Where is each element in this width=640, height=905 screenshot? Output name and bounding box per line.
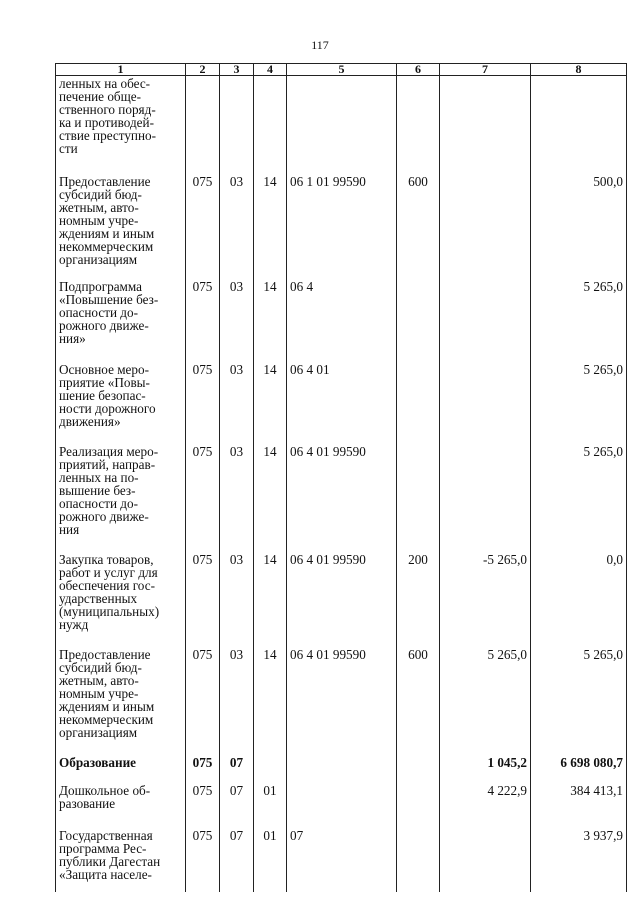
- subsection-code-cell: 14: [254, 171, 287, 276]
- section-code-cell: [220, 76, 254, 172]
- change-amount-cell: [440, 441, 531, 549]
- header-row: [56, 64, 627, 76]
- total-amount-cell: 384 413,1: [531, 780, 627, 825]
- subsection-code-cell: 14: [254, 644, 287, 748]
- expense-type-cell: [397, 359, 440, 441]
- expense-type-cell: [397, 748, 440, 780]
- ministry-code-cell: 075: [186, 359, 220, 441]
- ministry-code-cell: 075: [186, 441, 220, 549]
- change-amount-cell: [440, 276, 531, 359]
- column-header: 7: [440, 64, 531, 76]
- ministry-code-cell: 075: [186, 780, 220, 825]
- total-amount-cell: 500,0: [531, 171, 627, 276]
- ministry-code-cell: [186, 76, 220, 172]
- section-code-cell: 03: [220, 171, 254, 276]
- section-code-cell: 03: [220, 644, 254, 748]
- ministry-code-cell: 075: [186, 276, 220, 359]
- expense-type-cell: 600: [397, 644, 440, 748]
- column-header: 5: [287, 64, 397, 76]
- expense-type-cell: [397, 76, 440, 172]
- table-row: [56, 549, 627, 644]
- section-code-cell: 07: [220, 748, 254, 780]
- subsection-code-cell: [254, 76, 287, 172]
- target-article-cell: 06 4 01 99590: [287, 441, 397, 549]
- target-article-cell: 06 4 01 99590: [287, 549, 397, 644]
- target-article-cell: [287, 748, 397, 780]
- total-amount-cell: 5 265,0: [531, 359, 627, 441]
- budget-table: [55, 63, 627, 892]
- row-name-cell: Подпрограмма «Повышение без- опасности до- рожного движе- ния»: [56, 276, 186, 359]
- subsection-code-cell: 14: [254, 359, 287, 441]
- row-name-cell: Предоставление субсидий бюд- жетным, авто- номным учре- ждениям и иным некоммерческим организациям: [56, 171, 186, 276]
- expense-type-cell: 200: [397, 549, 440, 644]
- table-row: [56, 780, 627, 825]
- ministry-code-cell: 075: [186, 549, 220, 644]
- total-amount-cell: [531, 76, 627, 172]
- change-amount-cell: 5 265,0: [440, 644, 531, 748]
- ministry-code-cell: 075: [186, 644, 220, 748]
- section-code-cell: 03: [220, 549, 254, 644]
- change-amount-cell: [440, 359, 531, 441]
- target-article-cell: 06 1 01 99590: [287, 171, 397, 276]
- expense-type-cell: [397, 441, 440, 549]
- column-header: 8: [531, 64, 627, 76]
- total-amount-cell: 0,0: [531, 549, 627, 644]
- row-name-cell: Дошкольное об- разование: [56, 780, 186, 825]
- ministry-code-cell: 075: [186, 748, 220, 780]
- total-amount-cell: 5 265,0: [531, 644, 627, 748]
- row-name-cell: Закупка товаров, работ и услуг для обеспечения гос- ударственных (муниципальных) нужд: [56, 549, 186, 644]
- section-code-cell: 07: [220, 780, 254, 825]
- target-article-cell: 06 4: [287, 276, 397, 359]
- total-amount-cell: 5 265,0: [531, 441, 627, 549]
- subsection-code-cell: 14: [254, 441, 287, 549]
- row-name-cell: Предоставление субсидий бюд- жетным, авто- номным учре- ждениям и иным некоммерческим организациям: [56, 644, 186, 748]
- total-amount-cell: 5 265,0: [531, 276, 627, 359]
- change-amount-cell: [440, 825, 531, 892]
- change-amount-cell: [440, 76, 531, 172]
- section-code-cell: 03: [220, 276, 254, 359]
- ministry-code-cell: 075: [186, 825, 220, 892]
- section-code-cell: 07: [220, 825, 254, 892]
- target-article-cell: [287, 76, 397, 172]
- table-row: [56, 171, 627, 276]
- subsection-code-cell: 14: [254, 276, 287, 359]
- expense-type-cell: [397, 276, 440, 359]
- row-name-cell: Реализация меро- приятий, направ- ленных на по- вышение без- опасности до- рожного движе- ния: [56, 441, 186, 549]
- change-amount-cell: [440, 171, 531, 276]
- table-row: [56, 644, 627, 748]
- target-article-cell: [287, 780, 397, 825]
- section-code-cell: 03: [220, 359, 254, 441]
- table-row: [56, 441, 627, 549]
- subsection-code-cell: 01: [254, 825, 287, 892]
- expense-type-cell: [397, 825, 440, 892]
- table-body: [56, 76, 627, 893]
- expense-type-cell: 600: [397, 171, 440, 276]
- change-amount-cell: 1 045,2: [440, 748, 531, 780]
- column-header: 2: [186, 64, 220, 76]
- column-header: 4: [254, 64, 287, 76]
- subsection-code-cell: 01: [254, 780, 287, 825]
- column-header: 3: [220, 64, 254, 76]
- table-row: [56, 748, 627, 780]
- target-article-cell: 07: [287, 825, 397, 892]
- row-name-cell: ленных на обес- печение обще- ственного поряд- ка и противодей- ствие преступно- сти: [56, 76, 186, 172]
- table-row: [56, 825, 627, 892]
- column-header: 6: [397, 64, 440, 76]
- row-name-cell: Государственная программа Рес- публики Дагестан «Защита населе-: [56, 825, 186, 892]
- expense-type-cell: [397, 780, 440, 825]
- page-number: 117: [311, 38, 329, 52]
- change-amount-cell: -5 265,0: [440, 549, 531, 644]
- change-amount-cell: 4 222,9: [440, 780, 531, 825]
- column-header: 1: [56, 64, 186, 76]
- subsection-code-cell: 14: [254, 549, 287, 644]
- target-article-cell: 06 4 01: [287, 359, 397, 441]
- subsection-code-cell: [254, 748, 287, 780]
- ministry-code-cell: 075: [186, 171, 220, 276]
- row-name-cell: Образование: [56, 748, 186, 780]
- table-row: [56, 76, 627, 172]
- table-row: [56, 359, 627, 441]
- row-name-cell: Основное меро- приятие «Повы- шение безопас- ности дорожного движения»: [56, 359, 186, 441]
- total-amount-cell: 6 698 080,7: [531, 748, 627, 780]
- total-amount-cell: 3 937,9: [531, 825, 627, 892]
- target-article-cell: 06 4 01 99590: [287, 644, 397, 748]
- section-code-cell: 03: [220, 441, 254, 549]
- table-row: [56, 276, 627, 359]
